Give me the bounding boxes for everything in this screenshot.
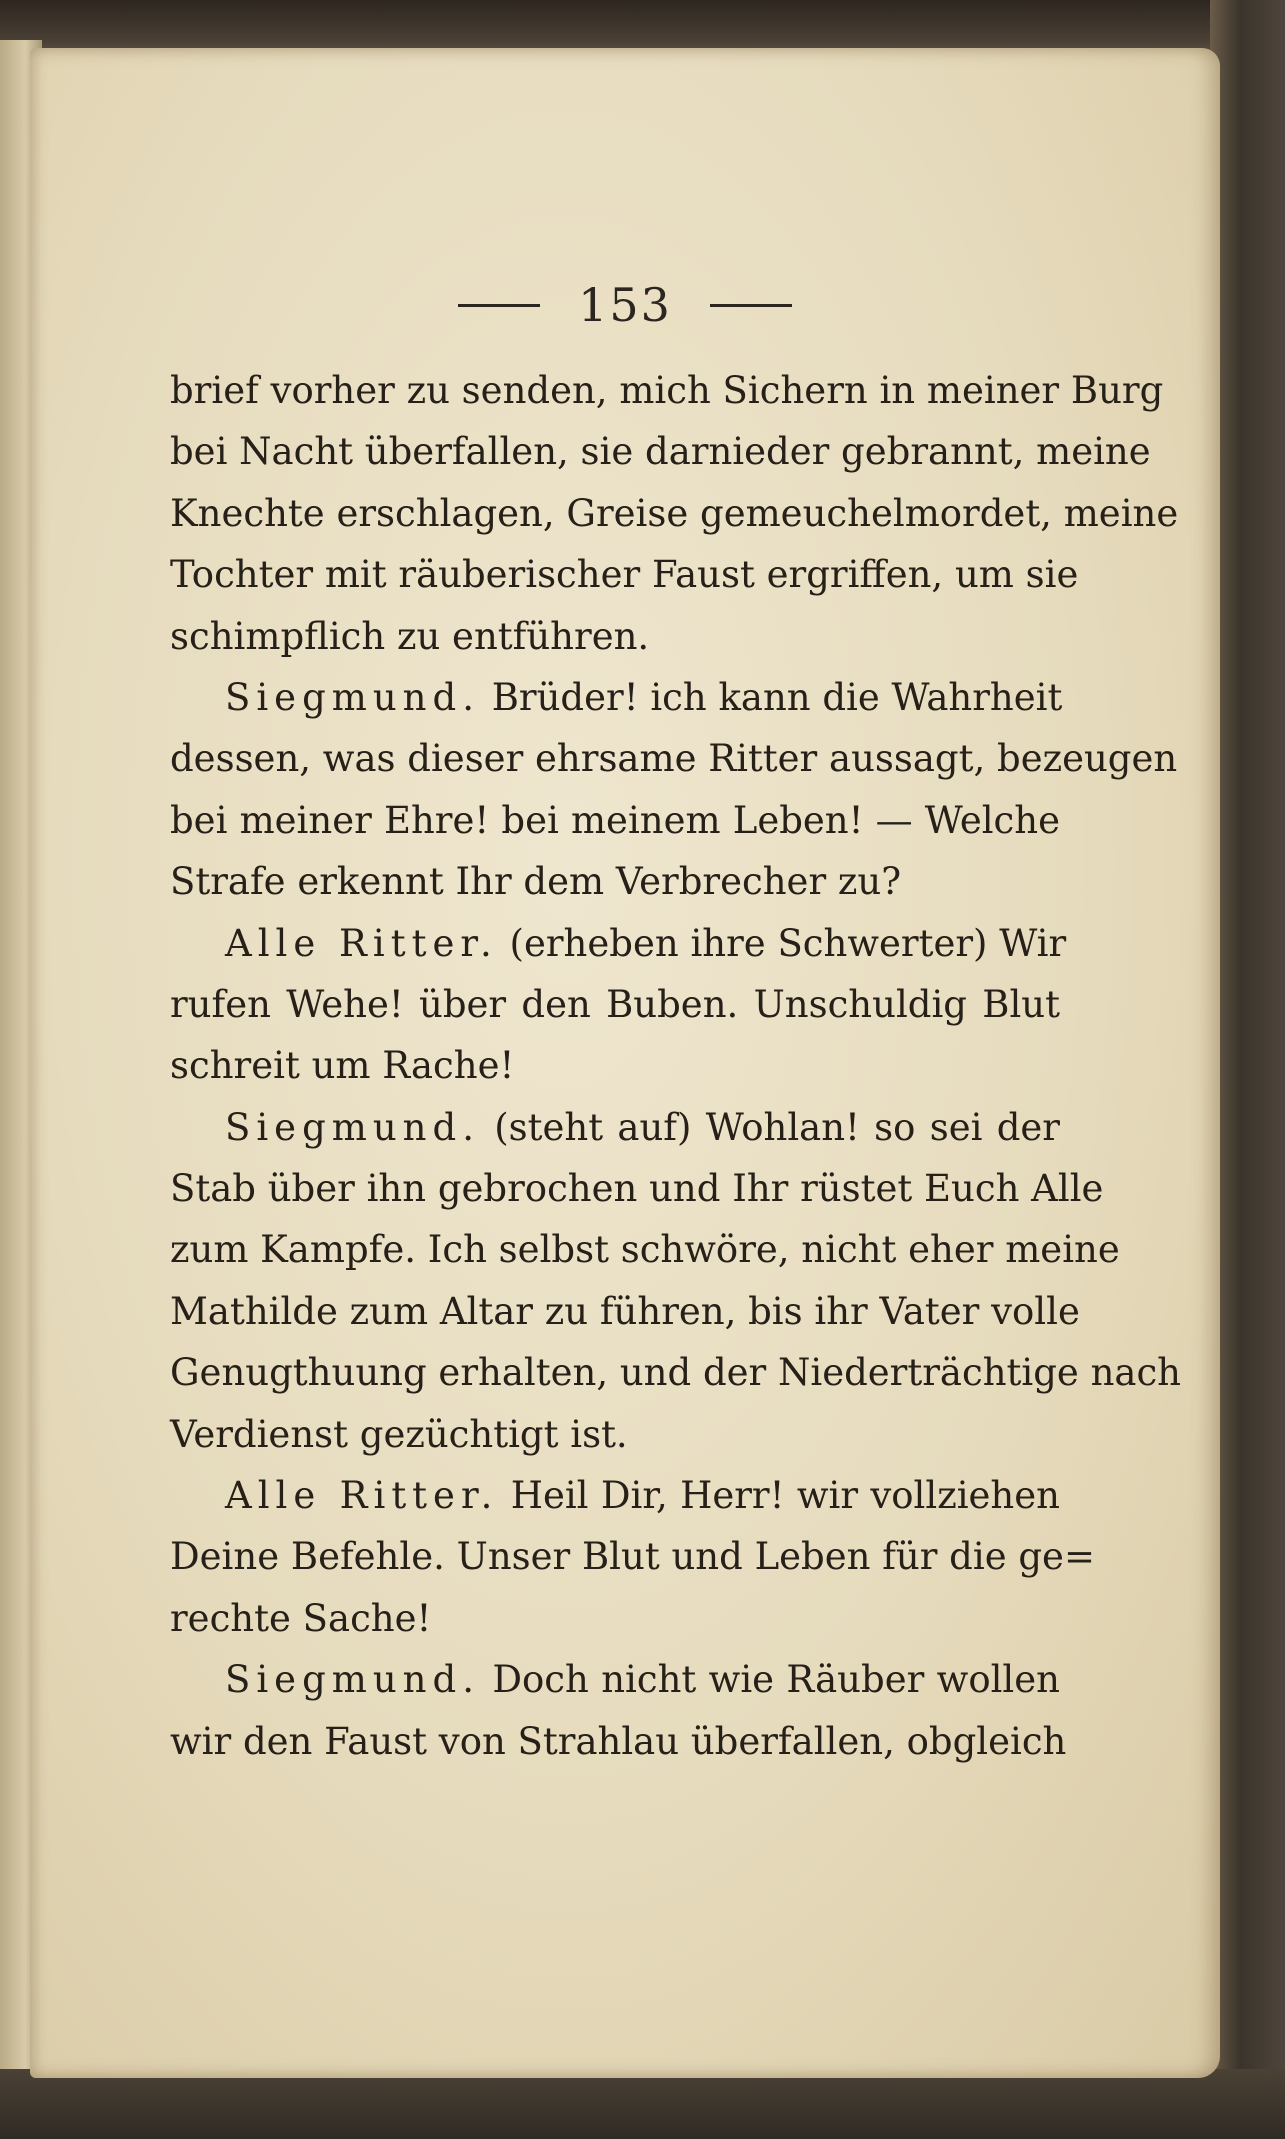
page-number: 153 <box>578 278 672 332</box>
text-line: dessen, was dieser ehrsame Ritter aussagt, bezeugen <box>170 737 1178 781</box>
text-line: Genugthuung erhalten, und der Niederträchtige nach <box>170 1351 1182 1395</box>
text-line: Strafe erkennt Ihr dem Verbrecher zu? <box>170 860 902 904</box>
text-line: bei Nacht überfallen, sie darnieder gebrannt, meine <box>170 430 1151 474</box>
page-header <box>30 278 1220 332</box>
text-line: wir den Faust von Strahlau überfallen, obgleich <box>170 1719 1067 1763</box>
text-line: schimpflich zu entführen. <box>170 614 650 658</box>
body-text <box>170 360 1182 1772</box>
text-line: bei meiner Ehre! bei meinem Leben! — Welche <box>170 798 1060 842</box>
text-line: brief vorher zu senden, mich Sichern in meiner Burg <box>170 369 1164 412</box>
text-line: Alle Ritter. Heil Dir, Herr! wir vollziehen <box>225 1474 1060 1518</box>
speaker-name: Siegmund. <box>225 1658 480 1702</box>
text-line: Knechte erschlagen, Greise gemeuchelmordet, meine <box>170 491 1179 535</box>
speaker-name: Siegmund. <box>225 675 480 719</box>
text-line: Mathilde zum Altar zu führen, bis ihr Vater volle <box>170 1289 1080 1333</box>
text-line: Tochter mit räuberischer Faust ergriffen, um sie <box>170 553 1079 597</box>
text-line: Stab über ihn gebrochen und Ihr rüstet Euch Alle <box>170 1167 1104 1211</box>
text-line: Alle Ritter. (erheben ihre Schwerter) Wir <box>225 921 1067 965</box>
speaker-name: Siegmund. <box>225 1105 480 1149</box>
text-line: Siegmund. Brüder! ich kann die Wahrheit <box>225 675 1063 719</box>
text-line: Siegmund. Doch nicht wie Räuber wollen <box>225 1658 1060 1702</box>
header-rule-right <box>710 304 792 307</box>
book-binding-right <box>1210 0 1285 2139</box>
speaker-name: Alle Ritter. <box>225 921 498 965</box>
text-line: zum Kampfe. Ich selbst schwöre, nicht eher meine <box>170 1228 1120 1272</box>
book-binding-bottom <box>0 2069 1285 2139</box>
book-page <box>30 48 1220 2078</box>
header-rule-left <box>458 304 540 307</box>
text-line: Deine Befehle. Unser Blut und Leben für die ge= <box>170 1535 1095 1579</box>
text-line: rufen Wehe! über den Buben. Unschuldig Blut <box>170 982 1060 1026</box>
text-line: schreit um Rache! <box>170 1044 515 1088</box>
text-line: Verdienst gezüchtigt ist. <box>170 1412 628 1456</box>
book-binding-top <box>0 0 1285 52</box>
text-line: Siegmund. (steht auf) Wohlan! so sei der <box>225 1105 1060 1149</box>
text-line: rechte Sache! <box>170 1596 432 1640</box>
speaker-name: Alle Ritter. <box>225 1474 499 1518</box>
